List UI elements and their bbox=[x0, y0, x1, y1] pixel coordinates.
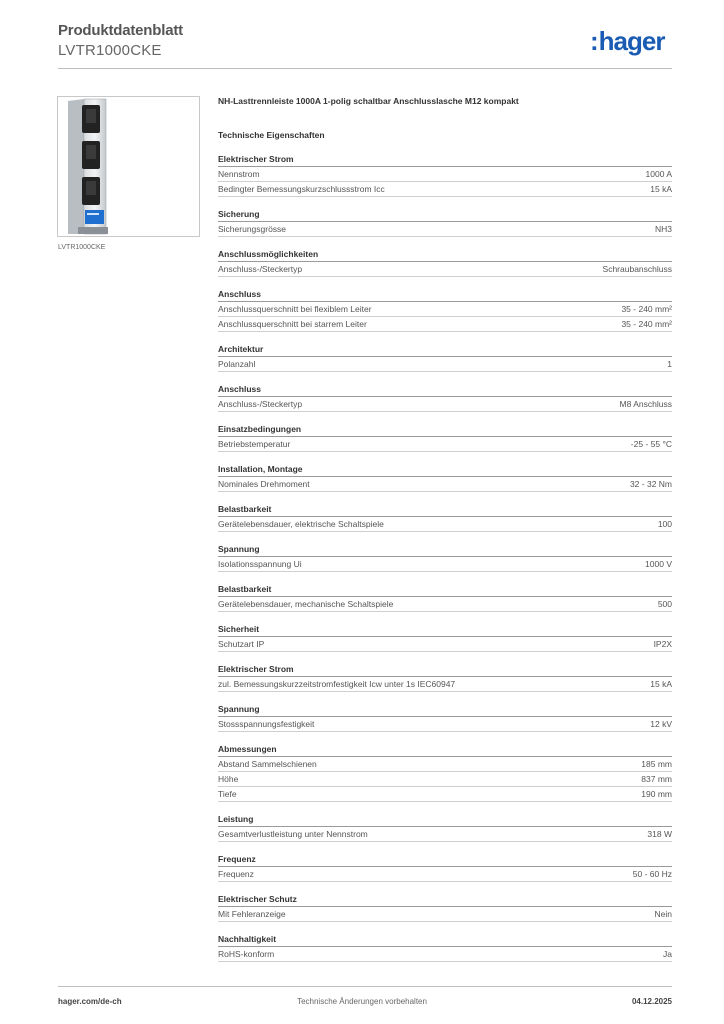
spec-value: 15 kA bbox=[650, 679, 672, 689]
spec-value: -25 - 55 °C bbox=[630, 439, 672, 449]
spec-group-title: Abmessungen bbox=[218, 743, 672, 757]
spec-row bbox=[218, 317, 672, 332]
spec-value: Ja bbox=[663, 949, 672, 959]
product-title: NH-Lasttrennleiste 1000A 1-polig schaltbar Anschlusslasche M12 kompakt bbox=[218, 96, 519, 106]
spec-group-title: Nachhaltigkeit bbox=[218, 933, 672, 947]
spec-group bbox=[218, 703, 672, 732]
footer-disclaimer: Technische Änderungen vorbehalten bbox=[297, 997, 427, 1006]
spec-value: 100 bbox=[657, 519, 672, 529]
document-title: Produktdatenblatt bbox=[58, 22, 183, 39]
spec-value: IP2X bbox=[653, 639, 672, 649]
product-image bbox=[57, 96, 200, 237]
spec-row bbox=[218, 262, 672, 277]
spec-label: Schutzart IP bbox=[218, 639, 265, 649]
spec-row bbox=[218, 637, 672, 652]
spec-row bbox=[218, 167, 672, 182]
spec-group bbox=[218, 463, 672, 492]
spec-row bbox=[218, 477, 672, 492]
spec-value: 1000 A bbox=[645, 169, 672, 179]
spec-label: Gesamtverlustleistung unter Nennstrom bbox=[218, 829, 368, 839]
spec-value: Nein bbox=[654, 909, 672, 919]
spec-label: Gerätelebensdauer, elektrische Schaltspiele bbox=[218, 519, 384, 529]
spec-label: Frequenz bbox=[218, 869, 254, 879]
spec-label: zul. Bemessungskurzzeitstromfestigkeit Icw unter 1s IEC60947 bbox=[218, 679, 456, 689]
spec-value: 1000 V bbox=[645, 559, 672, 569]
spec-group-title: Belastbarkeit bbox=[218, 503, 672, 517]
product-code: LVTR1000CKE bbox=[58, 42, 162, 59]
header bbox=[58, 22, 183, 59]
spec-value: 35 - 240 mm² bbox=[621, 304, 672, 314]
spec-label: Anschluss-/Steckertyp bbox=[218, 264, 303, 274]
spec-row bbox=[218, 907, 672, 922]
header-divider bbox=[58, 68, 672, 69]
spec-row bbox=[218, 772, 672, 787]
spec-group-title: Anschluss bbox=[218, 383, 672, 397]
spec-label: Mit Fehleranzeige bbox=[218, 909, 286, 919]
spec-value: 318 W bbox=[647, 829, 672, 839]
spec-label: RoHS-konform bbox=[218, 949, 275, 959]
spec-group bbox=[218, 743, 672, 802]
spec-row bbox=[218, 597, 672, 612]
spec-group bbox=[218, 423, 672, 452]
spec-group bbox=[218, 383, 672, 412]
spec-label: Anschluss-/Steckertyp bbox=[218, 399, 303, 409]
spec-value: 190 mm bbox=[641, 789, 672, 799]
spec-row bbox=[218, 437, 672, 452]
spec-group bbox=[218, 153, 672, 197]
spec-group bbox=[218, 208, 672, 237]
spec-value: 1 bbox=[667, 359, 672, 369]
spec-value: 837 mm bbox=[641, 774, 672, 784]
spec-group bbox=[218, 663, 672, 692]
spec-row bbox=[218, 302, 672, 317]
spec-row bbox=[218, 787, 672, 802]
image-caption: LVTR1000CKE bbox=[58, 244, 106, 251]
spec-label: Bedingter Bemessungskurzschlussstrom Icc bbox=[218, 184, 385, 194]
spec-row bbox=[218, 517, 672, 532]
spec-value: Schraubanschluss bbox=[602, 264, 672, 274]
spec-value: NH3 bbox=[654, 224, 672, 234]
spec-row bbox=[218, 222, 672, 237]
spec-label: Nennstrom bbox=[218, 169, 260, 179]
spec-group-title: Frequenz bbox=[218, 853, 672, 867]
spec-row bbox=[218, 397, 672, 412]
spec-group-title: Leistung bbox=[218, 813, 672, 827]
spec-value: 32 - 32 Nm bbox=[629, 479, 672, 489]
spec-groups bbox=[218, 153, 672, 962]
spec-value: 15 kA bbox=[650, 184, 672, 194]
spec-label: Anschlussquerschnitt bei starrem Leiter bbox=[218, 319, 367, 329]
logo-text: hager bbox=[598, 26, 665, 56]
spec-label: Isolationsspannung Ui bbox=[218, 559, 302, 569]
spec-group-title: Belastbarkeit bbox=[218, 583, 672, 597]
fuse-switch-strip-illustration bbox=[58, 97, 199, 236]
spec-group-title: Elektrischer Strom bbox=[218, 663, 672, 677]
spec-row bbox=[218, 557, 672, 572]
spec-group bbox=[218, 543, 672, 572]
spec-label: Stossspannungsfestigkeit bbox=[218, 719, 315, 729]
spec-value: 12 kV bbox=[650, 719, 672, 729]
spec-row bbox=[218, 717, 672, 732]
spec-row bbox=[218, 357, 672, 372]
footer-divider bbox=[58, 986, 672, 987]
spec-group-title: Einsatzbedingungen bbox=[218, 423, 672, 437]
spec-group-title: Spannung bbox=[218, 703, 672, 717]
spec-label: Nominales Drehmoment bbox=[218, 479, 310, 489]
spec-content bbox=[218, 94, 672, 962]
spec-row bbox=[218, 182, 672, 197]
spec-label: Polanzahl bbox=[218, 359, 256, 369]
spec-group-title: Installation, Montage bbox=[218, 463, 672, 477]
spec-label: Höhe bbox=[218, 774, 239, 784]
spec-group-title: Elektrischer Schutz bbox=[218, 893, 672, 907]
spec-value: 185 mm bbox=[641, 759, 672, 769]
spec-value: 500 bbox=[657, 599, 672, 609]
spec-value: 50 - 60 Hz bbox=[632, 869, 672, 879]
spec-group bbox=[218, 583, 672, 612]
spec-value: M8 Anschluss bbox=[619, 399, 672, 409]
logo-colon: : bbox=[590, 26, 598, 56]
spec-group bbox=[218, 853, 672, 882]
hager-logo[interactable] bbox=[590, 28, 664, 54]
spec-group bbox=[218, 813, 672, 842]
spec-row bbox=[218, 677, 672, 692]
spec-group-title: Sicherheit bbox=[218, 623, 672, 637]
footer-date: 04.12.2025 bbox=[631, 997, 672, 1006]
spec-group-title: Anschluss bbox=[218, 288, 672, 302]
spec-group-title: Anschlussmöglichkeiten bbox=[218, 248, 672, 262]
spec-group-title: Elektrischer Strom bbox=[218, 153, 672, 167]
spec-group-title: Sicherung bbox=[218, 208, 672, 222]
spec-row bbox=[218, 867, 672, 882]
spec-group bbox=[218, 288, 672, 332]
spec-group bbox=[218, 248, 672, 277]
spec-group bbox=[218, 623, 672, 652]
spec-label: Anschlussquerschnitt bei flexiblem Leiter bbox=[218, 304, 372, 314]
spec-group-title: Spannung bbox=[218, 543, 672, 557]
spec-group bbox=[218, 893, 672, 922]
spec-value: 35 - 240 mm² bbox=[621, 319, 672, 329]
spec-row bbox=[218, 827, 672, 842]
spec-label: Abstand Sammelschienen bbox=[218, 759, 317, 769]
spec-group bbox=[218, 933, 672, 962]
tech-heading: Technische Eigenschaften bbox=[218, 130, 325, 140]
footer-website-link[interactable]: hager.com/de-ch bbox=[58, 997, 122, 1006]
spec-label: Sicherungsgrösse bbox=[218, 224, 287, 234]
spec-group-title: Architektur bbox=[218, 343, 672, 357]
spec-group bbox=[218, 503, 672, 532]
spec-label: Gerätelebensdauer, mechanische Schaltspiele bbox=[218, 599, 394, 609]
spec-group bbox=[218, 343, 672, 372]
spec-row bbox=[218, 947, 672, 962]
spec-row bbox=[218, 757, 672, 772]
spec-label: Betriebstemperatur bbox=[218, 439, 291, 449]
spec-label: Tiefe bbox=[218, 789, 237, 799]
